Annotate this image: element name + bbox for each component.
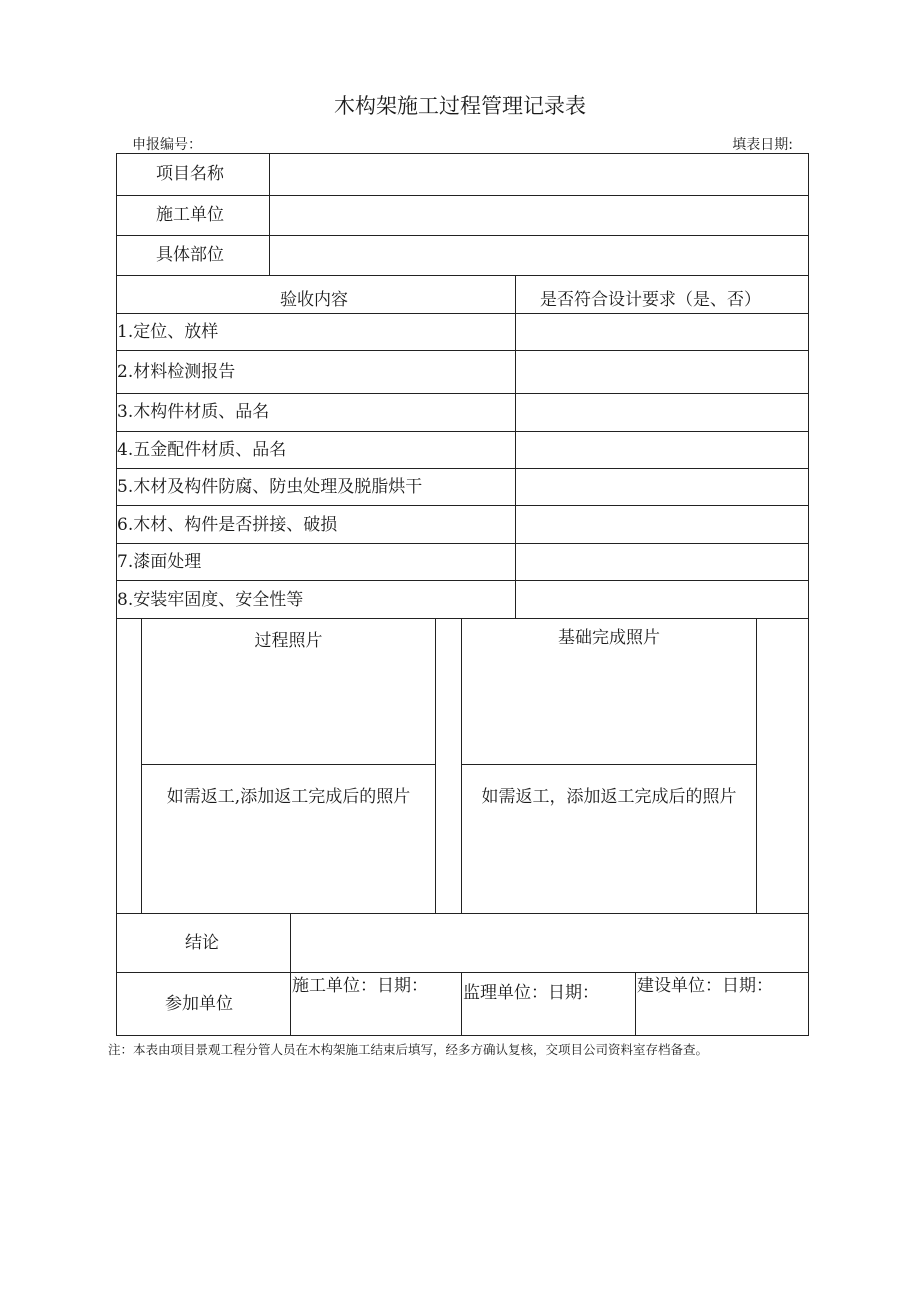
row-line <box>116 431 809 432</box>
row-line <box>116 468 809 469</box>
inspection-item: 4.五金配件材质、品名 <box>117 440 287 460</box>
row-line <box>116 972 809 973</box>
document-title: 木构架施工过程管理记录表 <box>334 94 586 118</box>
inspection-column-divider <box>515 275 516 618</box>
specific-location-label: 具体部位 <box>156 245 224 265</box>
inspection-item: 1.定位、放样 <box>117 322 219 342</box>
row-line <box>116 580 809 581</box>
photo-box-divider-right <box>461 764 756 765</box>
inspection-item: 7.漆面处理 <box>117 552 202 572</box>
info-label-divider <box>269 153 270 275</box>
row-line <box>116 313 809 314</box>
label-divider <box>290 913 291 1035</box>
photo-line <box>141 618 142 913</box>
inspection-content-header: 验收内容 <box>280 290 348 310</box>
inspection-item: 2.材料检测报告 <box>117 362 236 382</box>
participants-label: 参加单位 <box>165 994 233 1014</box>
participant-divider <box>461 972 462 1035</box>
inspection-item: 6.木材、构件是否拼接、破损 <box>117 515 338 535</box>
conclusion-label: 结论 <box>185 933 219 953</box>
photo-line <box>435 618 436 913</box>
table-border-right <box>808 153 809 1036</box>
row-line <box>116 618 809 619</box>
fill-date-label: 填表日期: <box>732 137 793 153</box>
row-line <box>116 275 809 276</box>
supervision-unit-date: 监理单位：日期： <box>463 983 599 1003</box>
photo-line <box>756 618 757 913</box>
row-line <box>116 543 809 544</box>
participant-divider <box>635 972 636 1035</box>
rework-photo-note-right: 如需返工，添加返工完成后的照片 <box>481 787 737 807</box>
inspection-item: 3.木构件材质、品名 <box>117 402 270 422</box>
row-line <box>116 393 809 394</box>
process-photo-title: 过程照片 <box>254 631 323 651</box>
row-line <box>116 505 809 506</box>
project-name-label: 项目名称 <box>156 164 224 184</box>
row-line <box>116 235 809 236</box>
construction-unit-date: 施工单位：日期： <box>292 976 428 996</box>
construction-unit-label: 施工单位 <box>156 205 224 225</box>
photo-line <box>461 618 462 913</box>
row-line <box>116 913 809 914</box>
row-line <box>116 350 809 351</box>
table-border-top <box>116 153 809 154</box>
inspection-item: 8.安装牢固度、安全性等 <box>117 590 304 610</box>
row-line <box>116 195 809 196</box>
photo-box-divider-left <box>141 764 435 765</box>
conformance-header: 是否符合设计要求（是、否） <box>540 290 761 310</box>
rework-photo-note-left: 如需返工,添加返工完成后的照片 <box>166 787 411 807</box>
foundation-photo-title: 基础完成照片 <box>558 628 660 648</box>
inspection-item: 5.木材及构件防腐、防虫处理及脱脂烘干 <box>117 477 423 497</box>
footnote: 注：本表由项目景观工程分管人员在木构架施工结束后填写，经多方确认复核，交项目公司资料室存档备查。 <box>108 1042 709 1057</box>
table-border-bottom <box>116 1035 809 1036</box>
owner-unit-date: 建设单位：日期： <box>637 976 773 996</box>
report-number-label: 申报编号： <box>132 137 202 153</box>
